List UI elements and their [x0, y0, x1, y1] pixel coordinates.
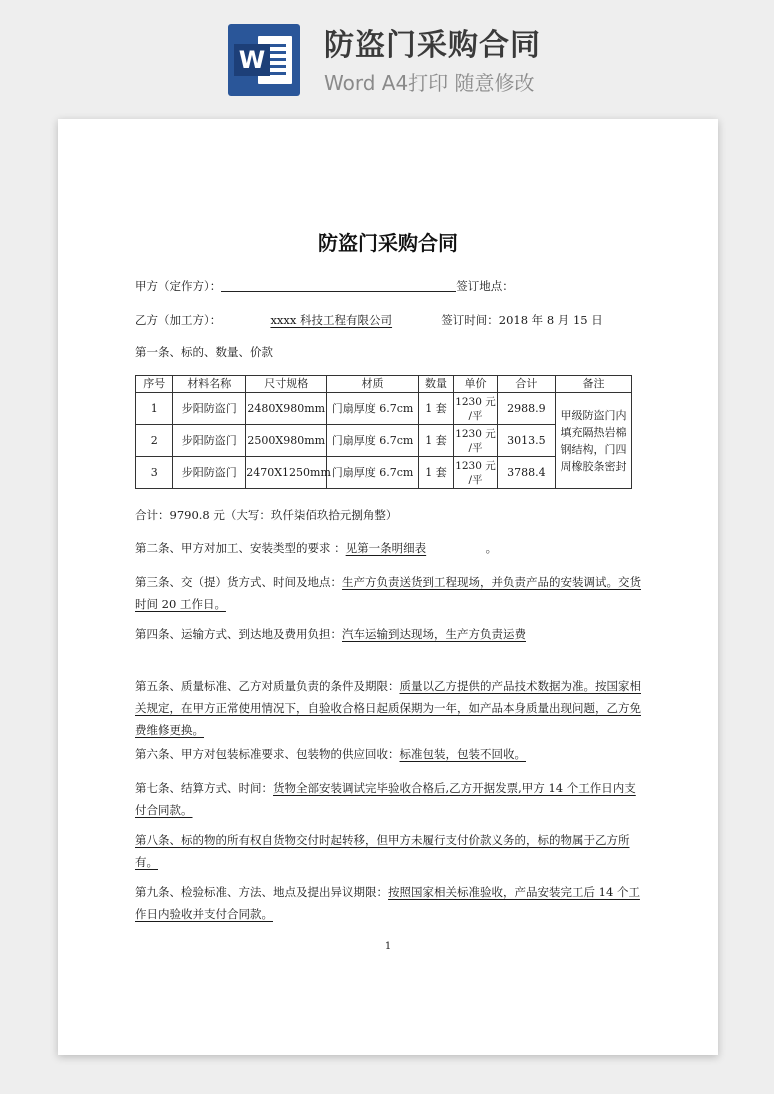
clause-6-label: 第六条、甲方对包装标准要求、包装物的供应回收： [135, 747, 400, 761]
cell-no: 1 [136, 393, 173, 425]
word-icon [228, 24, 300, 96]
table-row [136, 393, 632, 425]
clause-5-label: 第五条、质量标准、乙方对质量负责的条件及期限： [135, 679, 400, 693]
price-unit: /平 [468, 409, 483, 422]
price-amount: 1230 元 [455, 459, 496, 472]
clause-8: 第八条、标的物的所有权自货物交付时起转移，但甲方未履行支付价款义务的，标的物属于乙方所有。 [135, 833, 630, 869]
cell-size: 2500X980mm [246, 425, 327, 457]
clause-9 [135, 881, 645, 925]
price-unit: /平 [468, 441, 483, 454]
cell-material: 门扇厚度 6.7cm [327, 425, 419, 457]
clause-2-label: 第二条、甲方对加工、安装类型的要求 ： [135, 541, 346, 555]
document-page [58, 119, 718, 1055]
cell-qty: 1 套 [418, 425, 453, 457]
cell-name: 步阳防盗门 [173, 457, 246, 489]
party-b-line [135, 309, 645, 331]
col-header-size: 尺寸规格 [246, 376, 327, 393]
col-header-remark: 备注 [556, 376, 632, 393]
clause-7-label: 第七条、结算方式、时间： [135, 781, 273, 795]
document-title: 防盗门采购合同 [318, 231, 458, 255]
clause-6 [135, 743, 645, 765]
cell-no: 2 [136, 425, 173, 457]
cell-name: 步阳防盗门 [173, 425, 246, 457]
col-header-total: 合计 [497, 376, 555, 393]
clause-6-value: 标准包装，包装不回收。 [399, 747, 526, 761]
cell-size: 2480X980mm [246, 393, 327, 425]
col-header-name: 材料名称 [173, 376, 246, 393]
banner [0, 0, 774, 110]
word-logo-letter: W [234, 44, 270, 76]
cell-total: 3013.5 [497, 425, 555, 457]
cell-name: 步阳防盗门 [173, 393, 246, 425]
banner-subtitle: Word A4打印 随意修改 [324, 71, 535, 95]
party-a-blank[interactable] [221, 277, 456, 292]
col-header-qty: 数量 [418, 376, 453, 393]
price-unit: /平 [468, 473, 483, 486]
col-header-no: 序号 [136, 376, 173, 393]
cell-price [454, 425, 498, 457]
clause-9-label: 第九条、检验标准、方法、地点及提出异议期限： [135, 885, 388, 899]
party-b-name: xxxx 科技工程有限公司 [270, 313, 393, 327]
col-header-material: 材质 [327, 376, 419, 393]
sign-time-label: 签订时间：2018 年 8 月 15 日 [441, 313, 603, 327]
items-table [135, 375, 632, 489]
cell-qty: 1 套 [418, 457, 453, 489]
clause-7-value: 货物全部安装调试完毕验收合格后,乙方开据发票,甲方 14 个工作日内支付合同款。 [135, 781, 636, 817]
cell-no: 3 [136, 457, 173, 489]
col-header-price: 单价 [454, 376, 498, 393]
banner-title: 防盗门采购合同 [324, 28, 541, 63]
cell-remark: 甲级防盗门内填充隔热岩棉钢结构，门四周橡胶条密封 [556, 393, 632, 489]
party-a-label: 甲方（定作方）： [135, 279, 222, 293]
clause-1-heading: 第一条、标的、数量、价款 [135, 345, 273, 359]
clause-5-value: 质量以乙方提供的产品技术数据为准。按国家相关规定，在甲方正常使用情况下，自验收合格日起质保期为一年，如产品本身质量出现问题，乙方免费维修更换。 [135, 679, 641, 737]
price-amount: 1230 元 [455, 395, 496, 408]
clause-2 [135, 537, 645, 559]
clause-2-value: 见第一条明细表 [345, 541, 427, 555]
page-number: 1 [384, 941, 392, 952]
cell-material: 门扇厚度 6.7cm [327, 457, 419, 489]
cell-qty: 1 套 [418, 393, 453, 425]
price-amount: 1230 元 [455, 427, 496, 440]
total-sum: 合计：9790.8 元（大写：玖仟柒佰玖拾元捌角整） [135, 508, 398, 522]
clause-9-value: 按照国家相关标准验收，产品安装完工后 14 个工作日内验收并支付合同款。 [135, 885, 640, 921]
clause-2-end: 。 [485, 541, 498, 555]
clause-3 [135, 571, 645, 615]
cell-total: 2988.9 [497, 393, 555, 425]
cell-material: 门扇厚度 6.7cm [327, 393, 419, 425]
party-a-line [135, 275, 645, 297]
party-b-label: 乙方（加工方）： [135, 313, 222, 327]
clause-7 [135, 777, 645, 821]
clause-4-value: 汽车运输到达现场，生产方负责运费 [342, 627, 526, 641]
clause-3-value: 生产方负责送货到工程现场，并负责产品的安装调试。交货时间 20 工作日。 [135, 575, 641, 611]
cell-size: 2470X1250mm [246, 457, 327, 489]
clause-4-label: 第四条、运输方式、到达地及费用负担： [135, 627, 342, 641]
sign-place-label: 签订地点： [456, 279, 514, 293]
cell-price [454, 393, 498, 425]
clause-4 [135, 623, 645, 645]
table-header-row [136, 376, 632, 393]
cell-total: 3788.4 [497, 457, 555, 489]
clause-5 [135, 675, 645, 741]
clause-3-label: 第三条、交（提）货方式、时间及地点： [135, 575, 342, 589]
cell-price [454, 457, 498, 489]
